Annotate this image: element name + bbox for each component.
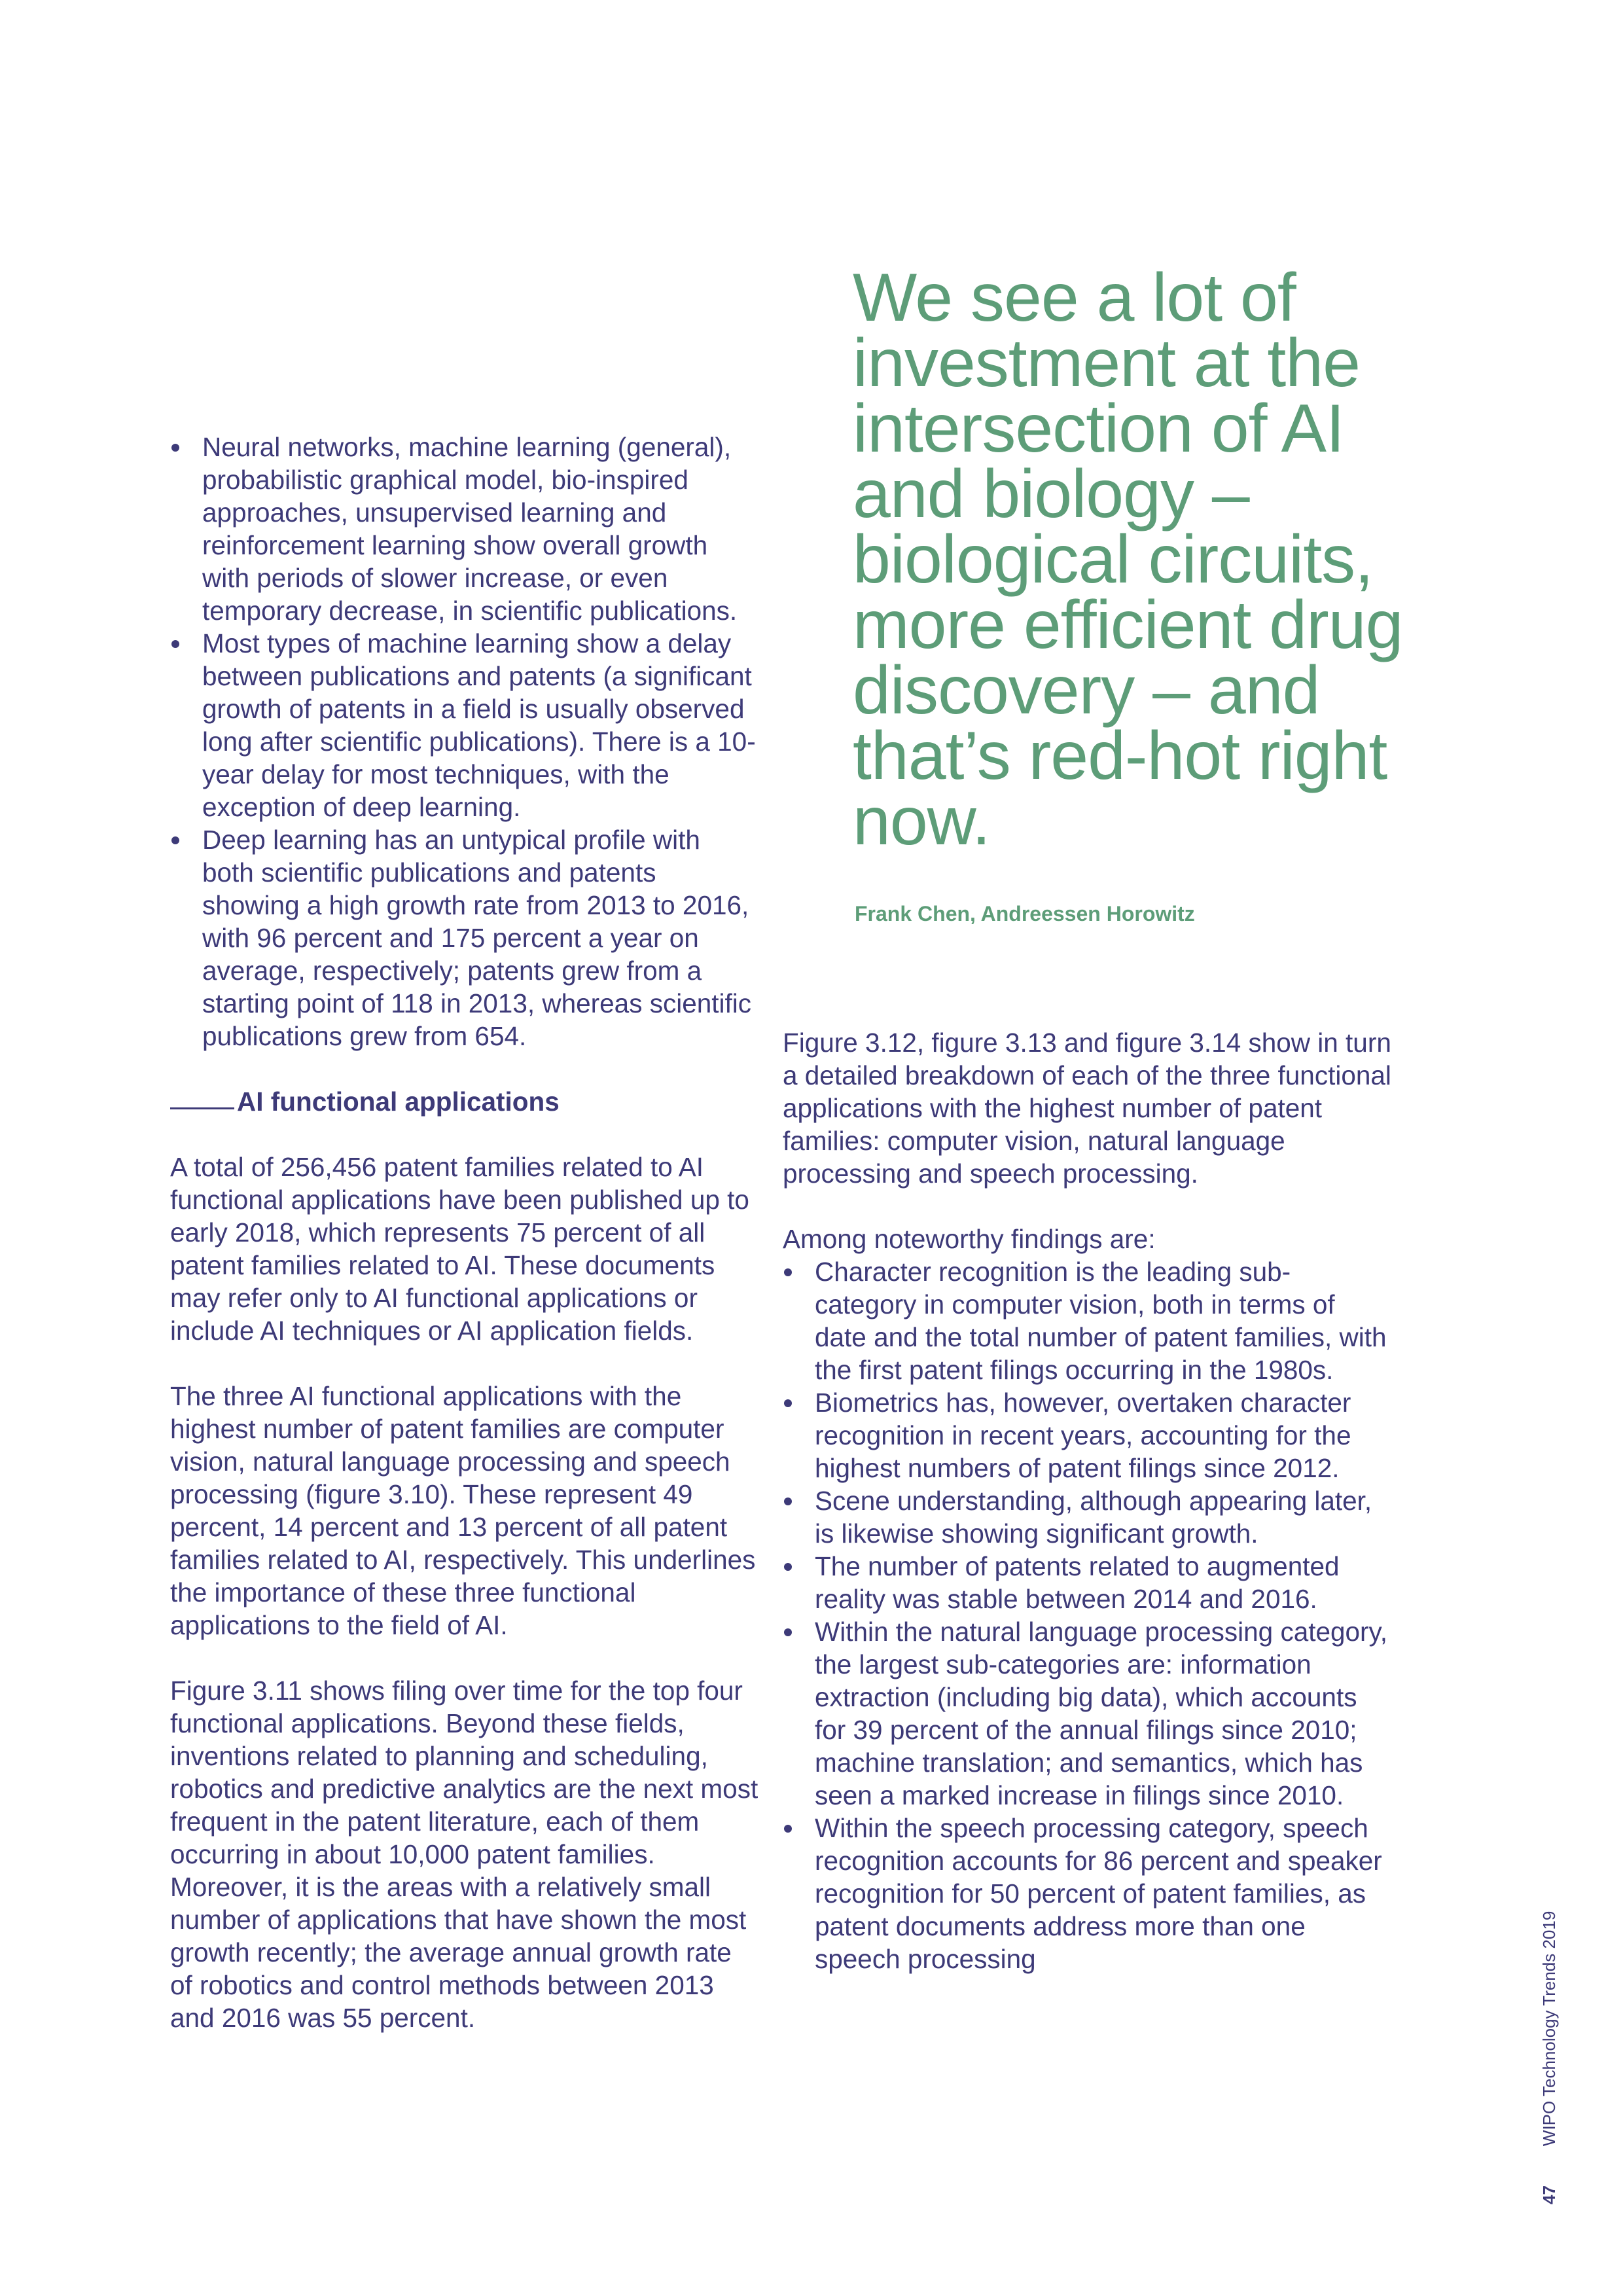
bullet-item: Scene understanding, although appearing later, is likewise showing significant growth.	[783, 1484, 1391, 1550]
section-heading-text: AI functional applications	[237, 1086, 560, 1117]
pull-quote: We see a lot of investment at the intersection of AI and biology – biological circuits, more efficient drug discovery – and that’s red-hot right now.	[853, 260, 1403, 859]
body-paragraph: A total of 256,456 patent families related to AI functional applications have been published up to early 2018, which represents 75 percent of all patent families related to AI. These documents may refer only to AI functional applications or include AI techniques or AI application fields.	[170, 1152, 749, 1346]
findings-bullet-list	[170, 431, 759, 1052]
bullet-item: Within the speech processing category, speech recognition accounts for 86 percent and speaker recognition for 50 percent of patent families, as patent documents address more than one speech processing	[783, 1812, 1391, 1975]
findings-lead: Among noteworthy findings are:	[783, 1224, 1156, 1254]
figure-intro-paragraph: Figure 3.12, figure 3.13 and figure 3.14 show in turn a detailed breakdown of each of the three functional applications with the highest number of patent families: computer vision, natural language processing and speech processing.	[783, 1028, 1391, 1189]
bullet-item: Biometrics has, however, overtaken character recognition in recent years, accounting for the highest numbers of patent filings since 2012.	[783, 1386, 1391, 1484]
section-heading	[170, 1085, 759, 1118]
right-column	[783, 1223, 1391, 1975]
bullet-item: The number of patents related to augmented reality was stable between 2014 and 2016.	[783, 1550, 1391, 1615]
left-column	[170, 431, 759, 2034]
body-paragraph: Figure 3.11 shows filing over time for the top four functional applications. Beyond these fields, inventions related to planning and scheduling, robotics and predictive analytics are the next most frequent in the patent literature, each of them occurring in about 10,000 patent families. Moreover, it is the areas with a relatively small number of applications that have shown the most growth recently; the average annual growth rate of robotics and control methods between 2013 and 2016 was 55 percent.	[170, 1676, 758, 2033]
heading-rule	[170, 1107, 234, 1109]
bullet-item: Most types of machine learning show a delay between publications and patents (a significant growth of patents in a field is usually observed long after scientific publications). There is a 10-year delay for most techniques, with the exception of deep learning.	[170, 627, 759, 823]
publication-title: WIPO Technology Trends 2019	[1539, 1910, 1559, 2147]
bullet-item: Deep learning has an untypical profile with both scientific publications and patents showing a high growth rate from 2013 to 2016, with 96 percent and 175 percent a year on average, respectively; patents grew from a starting point of 118 in 2013, whereas scientific publications grew from 654.	[170, 823, 759, 1052]
page-footer	[1539, 1911, 1559, 2204]
bullet-item: Character recognition is the leading sub-category in computer vision, both in terms of date and the total number of patent families, with the first patent filings occurring in the 1980s.	[783, 1255, 1391, 1386]
bullet-item: Neural networks, machine learning (general), probabilistic graphical model, bio-inspired approaches, unsupervised learning and reinforcement learning show overall growth with periods of slower increase, or even temporary decrease, in scientific publications.	[170, 431, 759, 627]
bullet-item: Within the natural language processing category, the largest sub-categories are: information extraction (including big data), which accounts for 39 percent of the annual filings since 2010; machine translation; and semantics, which has seen a marked increase in filings since 2010.	[783, 1615, 1391, 1812]
noteworthy-findings-list	[783, 1255, 1391, 1975]
body-paragraph: The three AI functional applications with the highest number of patent families are computer vision, natural language processing and speech processing (figure 3.10). These represent 49 percent, 14 percent and 13 percent of all patent families related to AI, respectively. This underlines the importance of these three functional applications to the field of AI.	[170, 1381, 756, 1640]
page-number: 47	[1539, 2185, 1559, 2204]
quote-attribution: Frank Chen, Andreessen Horowitz	[855, 902, 1195, 925]
